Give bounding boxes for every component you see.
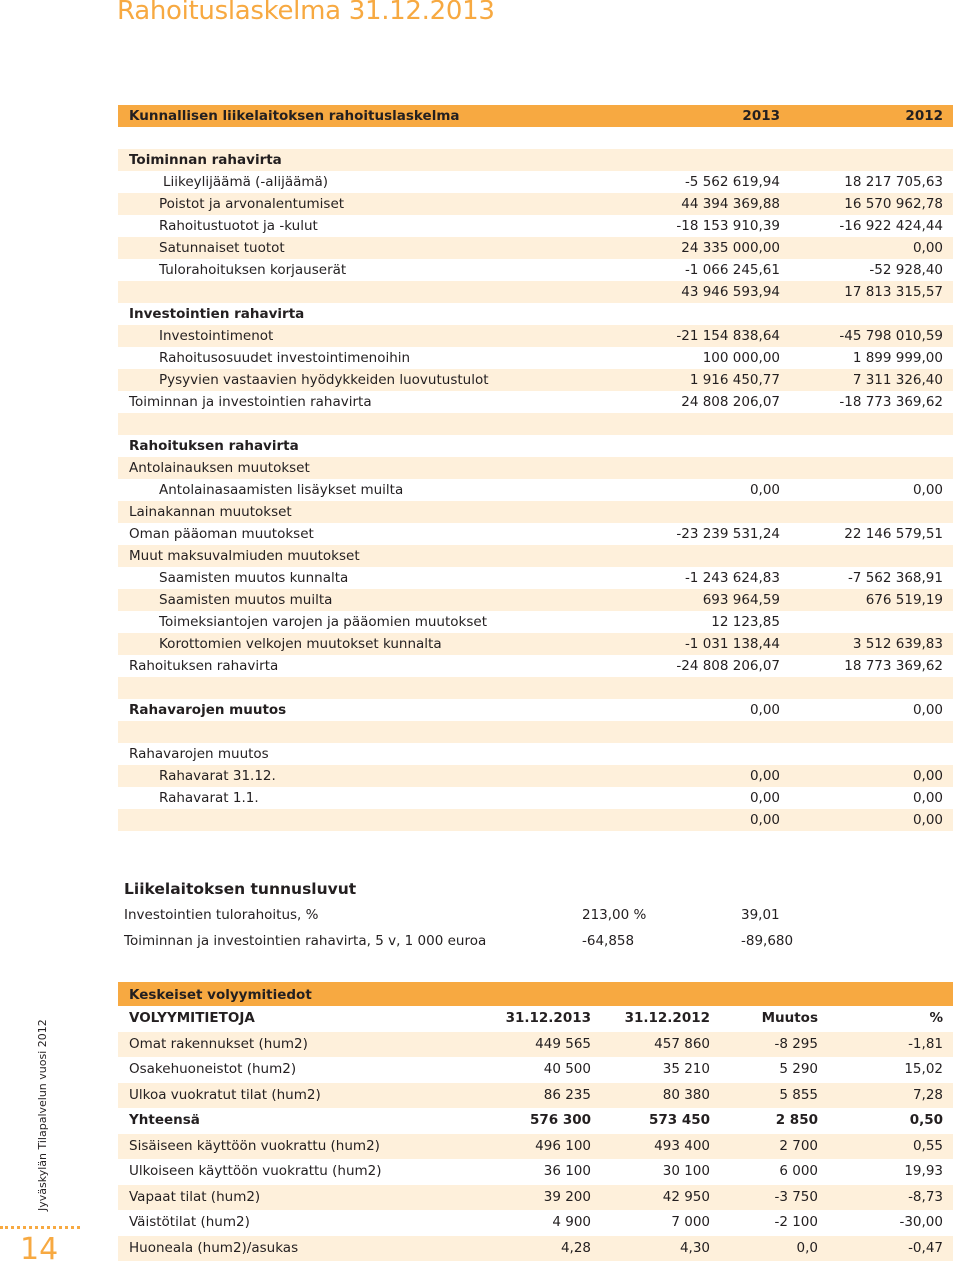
- row-label: Lainakannan muutokset: [129, 504, 292, 520]
- row-label: Tulorahoituksen korjauserät: [159, 262, 347, 278]
- volume-value-2013: 576 300: [529, 1112, 591, 1128]
- value-2013: 44 394 369,88: [681, 196, 780, 212]
- value-2013: 2013: [742, 108, 780, 124]
- financing-table-row: [118, 655, 953, 677]
- volume-value-percent: 15,02: [904, 1061, 943, 1077]
- key-figure-row: [124, 902, 824, 928]
- volume-value-change: -8 295: [774, 1035, 818, 1052]
- volume-value-2013: 4 900: [552, 1214, 591, 1230]
- volume-row-label: Väistötilat (hum2): [129, 1214, 250, 1230]
- value-2013: 0,00: [749, 482, 780, 498]
- value-2013: 0,00: [749, 812, 780, 828]
- financing-table-row: [118, 523, 953, 545]
- volume-value-2013: 39 200: [543, 1188, 591, 1205]
- volume-row: [118, 1236, 953, 1262]
- value-2013: -1 031 138,44: [684, 636, 780, 652]
- row-label: Saamisten muutos muilta: [159, 592, 333, 608]
- row-label: Rahavarat 31.12.: [159, 768, 276, 784]
- value-2012: -7 562 368,91: [847, 570, 943, 586]
- key-figures: [124, 876, 824, 954]
- value-2013: -1 066 245,61: [684, 262, 780, 278]
- volume-value-change: 6 000: [779, 1163, 818, 1179]
- row-label: Rahoituksen rahavirta: [129, 658, 279, 674]
- value-2013: -21 154 838,64: [676, 328, 780, 344]
- financing-table-row: [118, 303, 953, 325]
- financing-table-row: [118, 193, 953, 215]
- volume-value-percent: -1,81: [908, 1035, 943, 1052]
- value-2012: 22 146 579,51: [844, 526, 943, 542]
- financing-table-row: [118, 501, 953, 523]
- volume-section-header: [118, 982, 953, 1006]
- volume-header-2013: 31.12.2013: [505, 1010, 591, 1026]
- row-label: Antolainauksen muutokset: [129, 460, 310, 476]
- financing-table-row: [118, 765, 953, 787]
- value-2013: 0,00: [749, 768, 780, 784]
- value-2013: -18 153 910,39: [676, 218, 780, 234]
- value-2013: 100 000,00: [702, 350, 780, 366]
- row-label: Toimeksiantojen varojen ja pääomien muutokset: [159, 614, 487, 630]
- financing-table-row: [118, 677, 953, 699]
- value-2013: 24 335 000,00: [681, 240, 780, 256]
- financing-table: [118, 105, 953, 831]
- value-2012: 0,00: [912, 768, 943, 784]
- key-figures-title: Liikelaitoksen tunnusluvut: [124, 880, 357, 898]
- volume-value-2012: 7 000: [671, 1214, 710, 1230]
- financing-table-row: [118, 259, 953, 281]
- key-figure-value-2012: -89,680: [741, 933, 794, 949]
- volume-value-percent: -8,73: [908, 1188, 943, 1205]
- financing-table-row: [118, 435, 953, 457]
- row-label: Kunnallisen liikelaitoksen rahoituslaskelma: [129, 108, 460, 124]
- financing-table-row: [118, 633, 953, 655]
- key-figure-label: Toiminnan ja investointien rahavirta, 5 v, 1 000 euroa: [124, 933, 487, 949]
- volume-value-percent: 19,93: [904, 1163, 943, 1179]
- value-2012: 0,00: [912, 812, 943, 828]
- volume-value-change: 5 290: [779, 1061, 818, 1077]
- volume-value-2013: 36 100: [543, 1163, 591, 1179]
- value-2013: 12 123,85: [711, 614, 780, 630]
- financing-table-row: [118, 149, 953, 171]
- volume-header-label: VOLYYMITIETOJA: [129, 1010, 255, 1026]
- financing-table-header: [118, 105, 953, 127]
- financing-table-row: [118, 215, 953, 237]
- value-2012: 2012: [905, 108, 943, 124]
- volume-row: [118, 1210, 953, 1236]
- volume-value-2013: 449 565: [535, 1035, 591, 1052]
- row-label: Liikeylijäämä (-alijäämä): [163, 174, 329, 190]
- row-label: Rahavarat 1.1.: [159, 790, 259, 806]
- financing-table-row: [118, 589, 953, 611]
- volume-value-2012: 35 210: [662, 1061, 710, 1077]
- row-label: Rahavarojen muutos: [129, 746, 269, 762]
- volume-value-percent: -0,47: [908, 1239, 943, 1256]
- value-2013: -23 239 531,24: [676, 526, 780, 542]
- value-2012: 18 773 369,62: [844, 658, 943, 674]
- row-label: Rahoituksen rahavirta: [129, 438, 299, 454]
- row-label: Pysyvien vastaavien hyödykkeiden luovutustulot: [159, 372, 489, 388]
- value-2013: 0,00: [749, 702, 780, 718]
- value-2012: -16 922 424,44: [839, 218, 943, 234]
- row-label: Antolainasaamisten lisäykset muilta: [159, 482, 404, 498]
- row-label: Toiminnan ja investointien rahavirta: [129, 394, 372, 410]
- value-2012: 0,00: [912, 790, 943, 806]
- financing-table-row: [118, 171, 953, 193]
- volume-row: [118, 1159, 953, 1185]
- volume-row: [118, 1108, 953, 1134]
- financing-table-row: [118, 369, 953, 391]
- value-2012: 3 512 639,83: [852, 636, 943, 652]
- financing-table-row: [118, 567, 953, 589]
- financing-table-row: [118, 281, 953, 303]
- financing-table-row: [118, 237, 953, 259]
- volume-value-change: 5 855: [779, 1086, 818, 1103]
- volume-row-label: Yhteensä: [129, 1112, 200, 1128]
- value-2013: -1 243 624,83: [684, 570, 780, 586]
- volume-value-percent: 0,55: [912, 1137, 943, 1154]
- value-2012: 0,00: [912, 482, 943, 498]
- financing-table-row: [118, 479, 953, 501]
- volume-value-change: 2 700: [779, 1137, 818, 1154]
- volume-value-2012: 457 860: [654, 1035, 710, 1052]
- volume-section-title: Keskeiset volyymitiedot: [129, 987, 312, 1003]
- volume-value-percent: -30,00: [899, 1214, 943, 1230]
- value-2012: 16 570 962,78: [844, 196, 943, 212]
- financing-table-row: [118, 325, 953, 347]
- volume-row-label: Omat rakennukset (hum2): [129, 1035, 308, 1052]
- value-2013: 693 964,59: [702, 592, 780, 608]
- dotted-divider: [0, 1226, 80, 1229]
- value-2012: 1 899 999,00: [852, 350, 943, 366]
- volume-header-2012: 31.12.2012: [624, 1010, 710, 1026]
- volume-value-2012: 42 950: [662, 1188, 710, 1205]
- volume-row: [118, 1032, 953, 1058]
- volume-value-2012: 573 450: [648, 1112, 710, 1128]
- row-label: Muut maksuvalmiuden muutokset: [129, 548, 360, 564]
- volume-value-2013: 496 100: [535, 1137, 591, 1154]
- value-2013: -24 808 206,07: [676, 658, 780, 674]
- financing-table-row: [118, 611, 953, 633]
- financing-table-row: [118, 743, 953, 765]
- key-figure-row: [124, 928, 824, 954]
- value-2012: -18 773 369,62: [839, 394, 943, 410]
- row-label: Rahoitusosuudet investointimenoihin: [159, 350, 411, 366]
- row-label: Saamisten muutos kunnalta: [159, 570, 349, 586]
- financing-table-row: [118, 457, 953, 479]
- value-2012: 676 519,19: [865, 592, 943, 608]
- value-2013: 43 946 593,94: [681, 284, 780, 300]
- key-figure-label: Investointien tulorahoitus, %: [124, 907, 319, 923]
- volume-value-change: -2 100: [774, 1214, 818, 1230]
- value-2012: 0,00: [912, 240, 943, 256]
- volume-row: [118, 1134, 953, 1160]
- volume-value-percent: 7,28: [912, 1086, 943, 1103]
- value-2012: -52 928,40: [869, 262, 943, 278]
- financing-table-row: [118, 809, 953, 831]
- financing-table-row: [118, 721, 953, 743]
- volume-value-2013: 40 500: [543, 1061, 591, 1077]
- financing-table-row: [118, 347, 953, 369]
- volume-header-percent: %: [929, 1010, 943, 1026]
- row-label: Investointimenot: [159, 328, 274, 344]
- row-label: Poistot ja arvonalentumiset: [159, 196, 345, 212]
- volume-value-2013: 4,28: [560, 1239, 591, 1256]
- row-label: Investointien rahavirta: [129, 306, 305, 322]
- row-label: Satunnaiset tuotot: [159, 240, 285, 256]
- value-2012: 18 217 705,63: [844, 174, 943, 190]
- financing-table-row: [118, 127, 953, 149]
- volume-value-percent: 0,50: [909, 1112, 943, 1128]
- row-label: Oman pääoman muutokset: [129, 526, 314, 542]
- key-figure-value-2012: 39,01: [741, 907, 780, 923]
- volume-row-label: Vapaat tilat (hum2): [129, 1188, 261, 1205]
- value-2013: 1 916 450,77: [689, 372, 780, 388]
- volume-value-change: 0,0: [796, 1239, 818, 1256]
- volume-row-label: Huoneala (hum2)/asukas: [129, 1239, 299, 1256]
- row-label: Toiminnan rahavirta: [129, 152, 282, 168]
- volume-value-2012: 30 100: [662, 1163, 710, 1179]
- value-2012: -45 798 010,59: [839, 328, 943, 344]
- volume-row: [118, 1057, 953, 1083]
- volume-value-2012: 493 400: [654, 1137, 710, 1154]
- volume-value-change: -3 750: [774, 1188, 818, 1205]
- financing-table-row: [118, 699, 953, 721]
- page-title: Rahoituslaskelma 31.12.2013: [117, 0, 495, 26]
- financing-table-row: [118, 545, 953, 567]
- volume-header-change: Muutos: [761, 1010, 818, 1026]
- volume-row-label: Ulkoa vuokratut tilat (hum2): [129, 1086, 321, 1103]
- financing-table-row: [118, 787, 953, 809]
- value-2012: 7 311 326,40: [852, 372, 943, 388]
- financing-table-row: [118, 413, 953, 435]
- key-figure-value-2013: -64,858: [582, 933, 635, 949]
- volume-row: [118, 1185, 953, 1211]
- key-figure-value-2013: 213,00 %: [582, 907, 647, 923]
- volume-row: [118, 1083, 953, 1109]
- volume-value-2013: 86 235: [543, 1086, 591, 1103]
- volume-value-2012: 80 380: [662, 1086, 710, 1103]
- value-2013: -5 562 619,94: [684, 174, 780, 190]
- value-2012: 0,00: [912, 702, 943, 718]
- value-2012: 17 813 315,57: [844, 284, 943, 300]
- row-label: Rahavarojen muutos: [129, 702, 287, 718]
- volume-value-2012: 4,30: [679, 1239, 710, 1256]
- volume-value-change: 2 850: [775, 1112, 818, 1128]
- volume-table: [118, 982, 953, 1261]
- volume-row-label: Ulkoiseen käyttöön vuokrattu (hum2): [129, 1163, 382, 1179]
- row-label: Korottomien velkojen muutokset kunnalta: [159, 636, 442, 652]
- page-number: 14: [20, 1232, 59, 1267]
- volume-row-label: Osakehuoneistot (hum2): [129, 1061, 297, 1077]
- side-publication-text: Jyväskylän Tilapalvelun vuosi 2012: [36, 1019, 49, 1211]
- volume-header-row: [118, 1006, 953, 1032]
- value-2013: 0,00: [749, 790, 780, 806]
- volume-row-label: Sisäiseen käyttöön vuokrattu (hum2): [129, 1137, 380, 1154]
- value-2013: 24 808 206,07: [681, 394, 780, 410]
- row-label: Rahoitustuotot ja -kulut: [159, 218, 318, 234]
- financing-table-row: [118, 391, 953, 413]
